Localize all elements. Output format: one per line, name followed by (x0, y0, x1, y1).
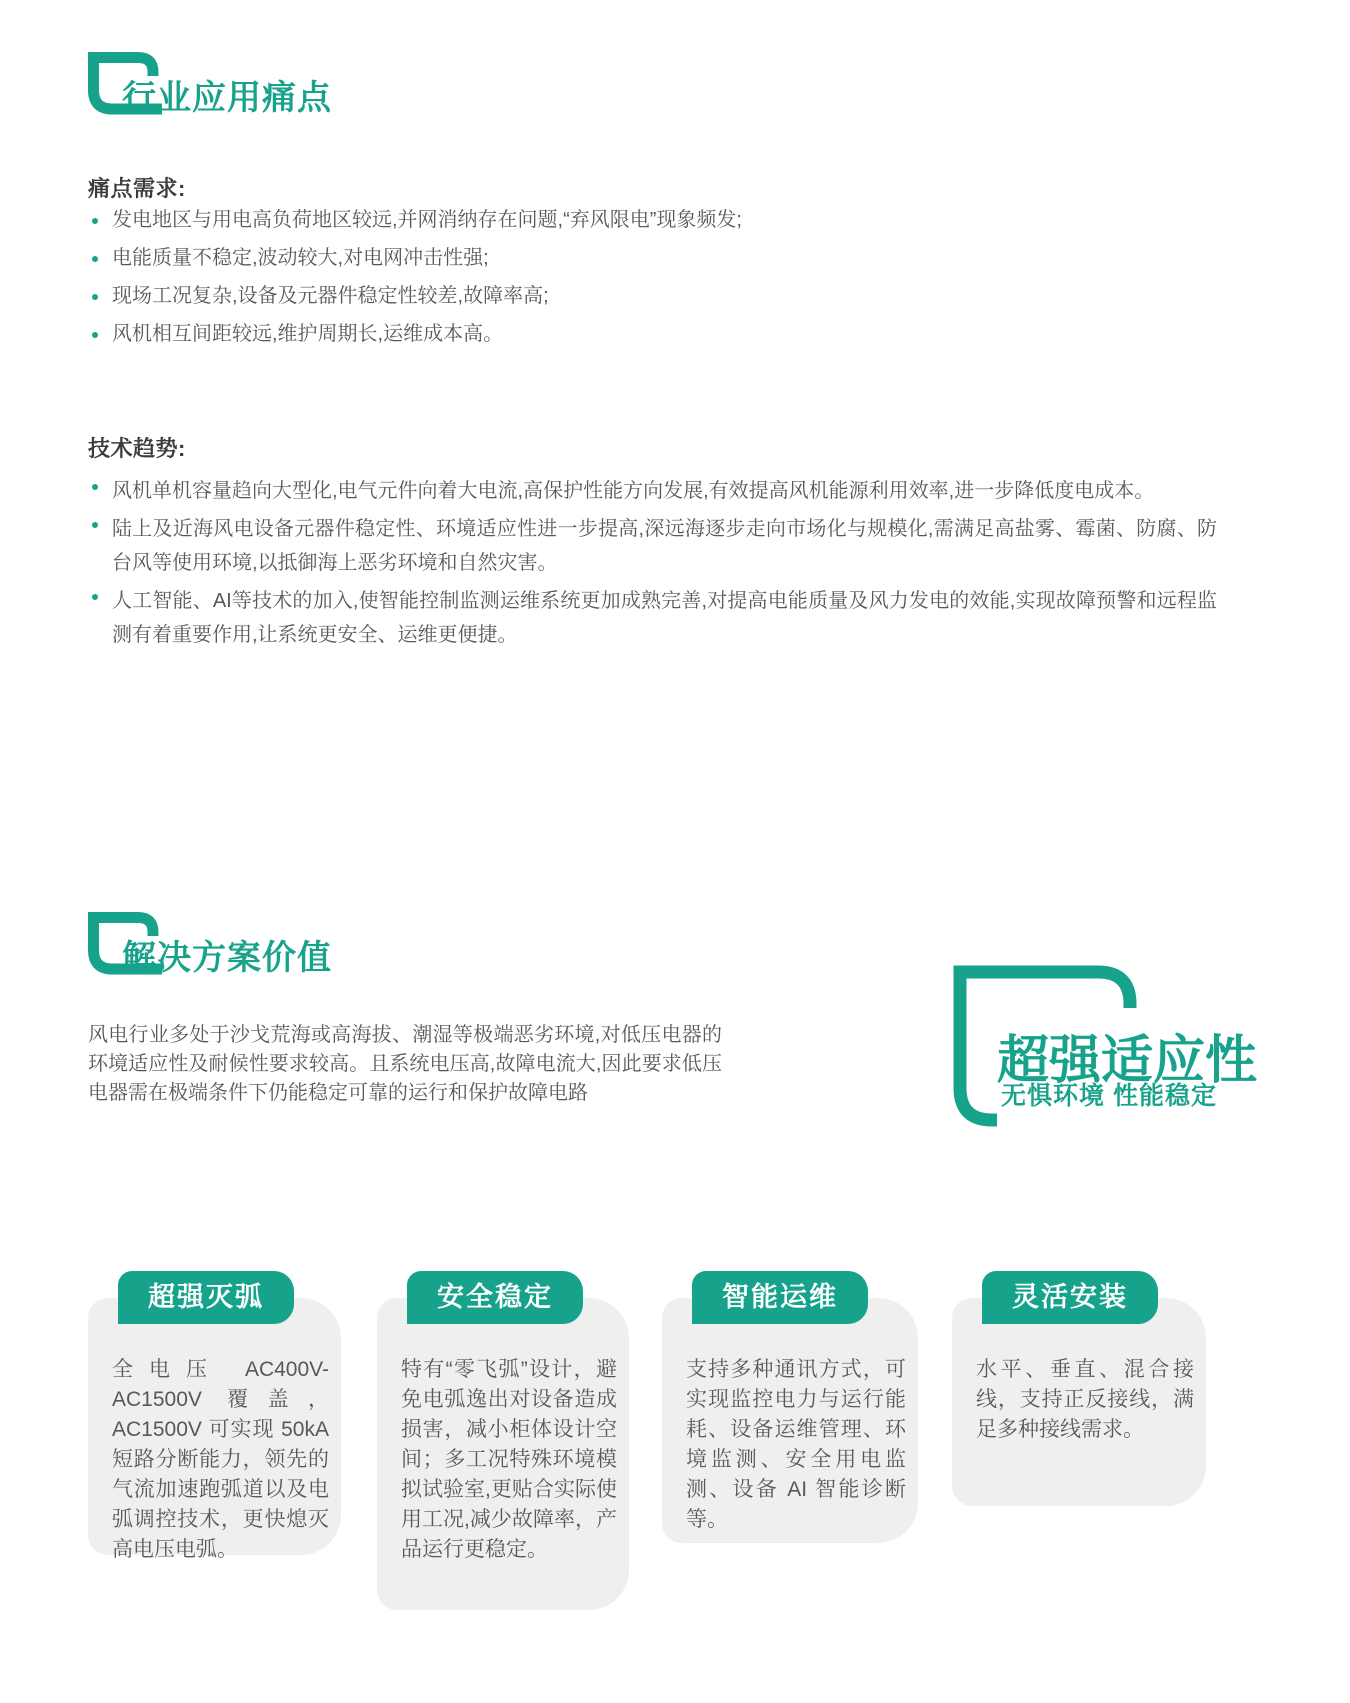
solution-paragraph: 风电行业多处于沙戈荒海或高海拔、潮湿等极端恶劣环境,对低压电器的环境适应性及耐候性要求较高。且系统电压高,故障电流大,因此要求低压电器需在极端条件下仍能稳定可靠的运行和保护故障电路 (88, 1024, 722, 1104)
feature-card-safety-stability (377, 1282, 629, 1610)
pain-needs-list (88, 208, 742, 360)
card-body-text: 全电压 AC400V-AC1500V 覆盖，AC1500V 可实现 50kA 短路分断能力，领先的气流加速跑弧道以及电弧调控技术，更快熄灭高电压电弧。 (112, 1358, 329, 1561)
list-item: 陆上及近海风电设备元器件稳定性、环境适应性进一步提高,深远海逐步走向市场化与规模化,需满足高盐雾、霉菌、防腐、防台风等使用环境,以抵御海上恶劣环境和自然灾害。 (88, 512, 1217, 580)
card-title-badge: 灵活安装 (982, 1271, 1158, 1324)
bullet-dot-icon (92, 294, 98, 300)
card-title-badge: 智能运维 (692, 1271, 868, 1324)
tech-trends-heading: 技术趋势: (88, 436, 186, 461)
section-solution-title: 解决方案价值 (122, 939, 332, 977)
list-item: 人工智能、AI等技术的加入,使智能控制监测运维系统更加成熟完善,对提高电能质量及风力发电的效能,实现故障预警和远程监测有着重要作用,让系统更安全、运维更便捷。 (88, 584, 1217, 652)
card-body-text: 水平、垂直、混合接线，支持正反接线，满足多种接线需求。 (976, 1358, 1194, 1441)
section-pain-title: 行业应用痛点 (122, 79, 332, 117)
section-solution-header (88, 912, 388, 982)
list-item: 电能质量不稳定,波动较大,对电网冲击性强; (88, 246, 742, 270)
pain-needs-heading: 痛点需求: (88, 176, 186, 201)
feature-card-flexible-install (952, 1282, 1206, 1506)
tech-trends-list (88, 474, 1217, 656)
feature-title: 超强适应性 (997, 1032, 1258, 1090)
card-body-text: 特有“零飞弧”设计，避免电弧逸出对设备造成损害，减小柜体设计空间；多工况特殊环境模拟试验室,更贴合实际使用工况,减少故障率，产品运行更稳定。 (401, 1358, 617, 1561)
bullet-dot-icon (92, 522, 98, 528)
card-body-text: 支持多种通讯方式，可实现监控电力与运行能耗、设备运维管理、环境监测、安全用电监测、设备 AI 智能诊断等。 (686, 1358, 906, 1531)
list-item: 现场工况复杂,设备及元器件稳定性较差,故障率高; (88, 284, 742, 308)
list-item: 风机单机容量趋向大型化,电气元件向着大电流,高保护性能方向发展,有效提高风机能源利用效率,进一步降低度电成本。 (88, 474, 1217, 508)
feature-subtitle: 无惧环境 性能稳定 (1001, 1082, 1217, 1110)
bullet-dot-icon (92, 218, 98, 224)
bullet-dot-icon (92, 484, 98, 490)
list-item: 发电地区与用电高负荷地区较远,并网消纳存在问题,“弃风限电”现象频发; (88, 208, 742, 232)
bullet-dot-icon (92, 256, 98, 262)
list-item: 风机相互间距较远,维护周期长,运维成本高。 (88, 322, 742, 346)
bullet-dot-icon (92, 332, 98, 338)
card-title-badge: 超强灭弧 (118, 1271, 294, 1324)
bullet-dot-icon (92, 594, 98, 600)
feature-card-arc-extinguishing (88, 1282, 341, 1561)
card-title-badge: 安全稳定 (407, 1271, 583, 1324)
feature-card-smart-operation (662, 1282, 918, 1543)
section-pain-header (88, 52, 388, 122)
